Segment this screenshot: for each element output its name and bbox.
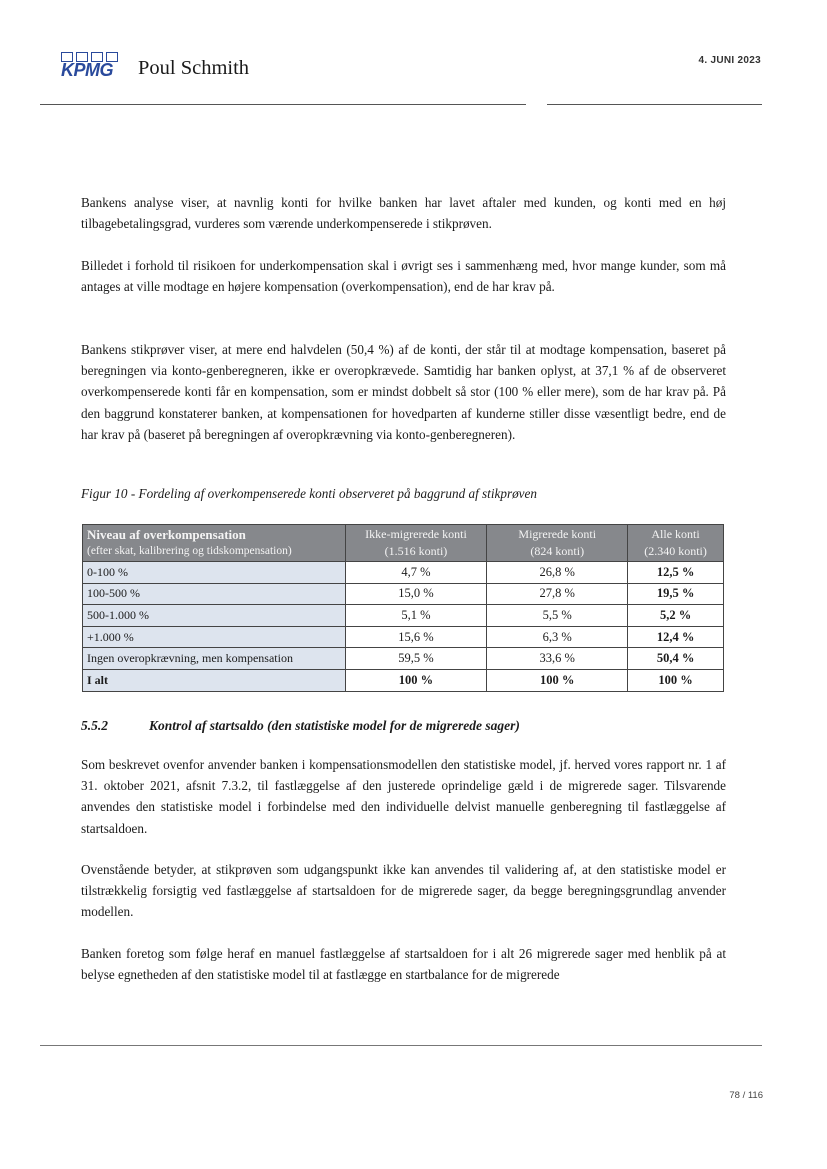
table-row [83, 583, 724, 605]
cell-migrated: 26,8 % [487, 562, 628, 584]
cell-all: 5,2 % [628, 605, 724, 627]
table-row [83, 626, 724, 648]
header-non-migrated [345, 525, 487, 562]
cell-non-migrated: 4,7 % [345, 562, 487, 584]
cell-migrated: 5,5 % [487, 605, 628, 627]
header-migrated-title: Migrerede konti [518, 527, 597, 541]
cell-non-migrated: 15,0 % [345, 583, 487, 605]
cell-all: 12,4 % [628, 626, 724, 648]
paragraph-3: Bankens stikprøver viser, at mere end halvdelen (50,4 %) af de konti, der står til at modtage kompensation, baseret på beregningen via konto-genberegneren, ikke er overopkrævede. Samtidig har banken oplyst, at 37,1 % af de observeret overkompenserede konti får en kompensation, som er mindst dobbelt så stor (100 % eller mere), som de har krav på. På den baggrund konstaterer banken, at kompensationen for hovedparten af kunderne stiller disse væsentligt bedre, end de har krav på (baseret på beregningen af overopkrævning via konto-genberegneren). [81, 342, 726, 442]
table-row [83, 562, 724, 584]
figure-caption: Figur 10 - Fordeling af overkompenserede konti observeret på baggrund af stikprøven [81, 486, 537, 501]
header-all-count: (2.340 konti) [644, 544, 707, 558]
header-all-title: Alle konti [651, 527, 700, 541]
paragraph-2: Billedet i forhold til risikoen for underkompensation skal i øvrigt ses i sammenhæng med, hvor mange kunder, som må antages at ville modtage en højere kompensation (overkompensation), end de har krav på. [81, 258, 726, 295]
paragraph-1: Bankens analyse viser, at navnlig konti for hvilke banken har lavet aftaler med kunden, og konti med en høj tilbagebetalingsgrad, vurderes som værende underkompenserede i stikprøven. [81, 195, 726, 232]
cell-migrated: 33,6 % [487, 648, 628, 670]
paragraph-6: Banken foretog som følge heraf en manuel fastlæggelse af startsaldoen for i alt 26 migrerede sager med henblik på at belyse egnetheden af den statistiske model til at fastlægge en startbalance for de migrerede [81, 946, 726, 983]
cell-migrated: 6,3 % [487, 626, 628, 648]
cell-non-migrated: 59,5 % [345, 648, 487, 670]
row-label: 500-1.000 % [83, 605, 346, 627]
overcompensation-table [82, 524, 724, 692]
table-row [83, 605, 724, 627]
header-migrated-count: (824 konti) [530, 544, 585, 558]
total-non-migrated: 100 % [345, 669, 487, 691]
row-label: +1.000 % [83, 626, 346, 648]
cell-all: 50,4 % [628, 648, 724, 670]
footer-rule [40, 1045, 762, 1046]
document-date: 4. JUNI 2023 [698, 55, 761, 66]
firm-name: Poul Schmith [138, 57, 250, 79]
table-header-row [83, 525, 724, 562]
page-number: 78 / 116 [729, 1090, 763, 1101]
cell-all: 12,5 % [628, 562, 724, 584]
header-level-subtitle: (efter skat, kalibrering og tidskompensation) [87, 545, 292, 557]
section-title: Kontrol af startsaldo (den statistiske model for de migrerede sager) [149, 718, 520, 733]
total-label: I alt [83, 669, 346, 691]
row-label: 0-100 % [83, 562, 346, 584]
header-level-title: Niveau af overkompensation [87, 527, 246, 542]
table-total-row [83, 669, 724, 691]
total-all: 100 % [628, 669, 724, 691]
logo-wordmark: KPMG [61, 60, 113, 80]
cell-all: 19,5 % [628, 583, 724, 605]
header-rule-left [40, 104, 526, 105]
row-label: 100-500 % [83, 583, 346, 605]
cell-non-migrated: 15,6 % [345, 626, 487, 648]
header-rule-right [547, 104, 762, 105]
cell-non-migrated: 5,1 % [345, 605, 487, 627]
total-migrated: 100 % [487, 669, 628, 691]
paragraph-5: Ovenstående betyder, at stikprøven som udgangspunkt ikke kan anvendes til validering af, at den statistiske model er tilstrækkelig forsigtig ved fastlæggelse af startsaldoen for de migrerede sager, da begge beregningsgrundlag anvender modellen. [81, 862, 726, 920]
header-non-migrated-title: Ikke-migrerede konti [365, 527, 467, 541]
row-label: Ingen overopkrævning, men kompensation [83, 648, 346, 670]
kpmg-logo [61, 52, 121, 80]
table-row [83, 648, 724, 670]
header-level [83, 525, 346, 562]
header-migrated [487, 525, 628, 562]
paragraph-4: Som beskrevet ovenfor anvender banken i kompensationsmodellen den statistiske model, jf. herved vores rapport nr. 1 af 31. oktober 2021, afsnit 7.3.2, til fastlæggelse af den justerede oprindelige gæld i de migrerede sager. Tilsvarende anvendes den statistiske model i forbindelse med den individuelle delvist manuelle genberegning til fastlæggelse af startsaldoen. [81, 757, 726, 836]
cell-migrated: 27,8 % [487, 583, 628, 605]
header-non-migrated-count: (1.516 konti) [384, 544, 448, 558]
header-all [628, 525, 724, 562]
section-number: 5.5.2 [81, 718, 108, 733]
